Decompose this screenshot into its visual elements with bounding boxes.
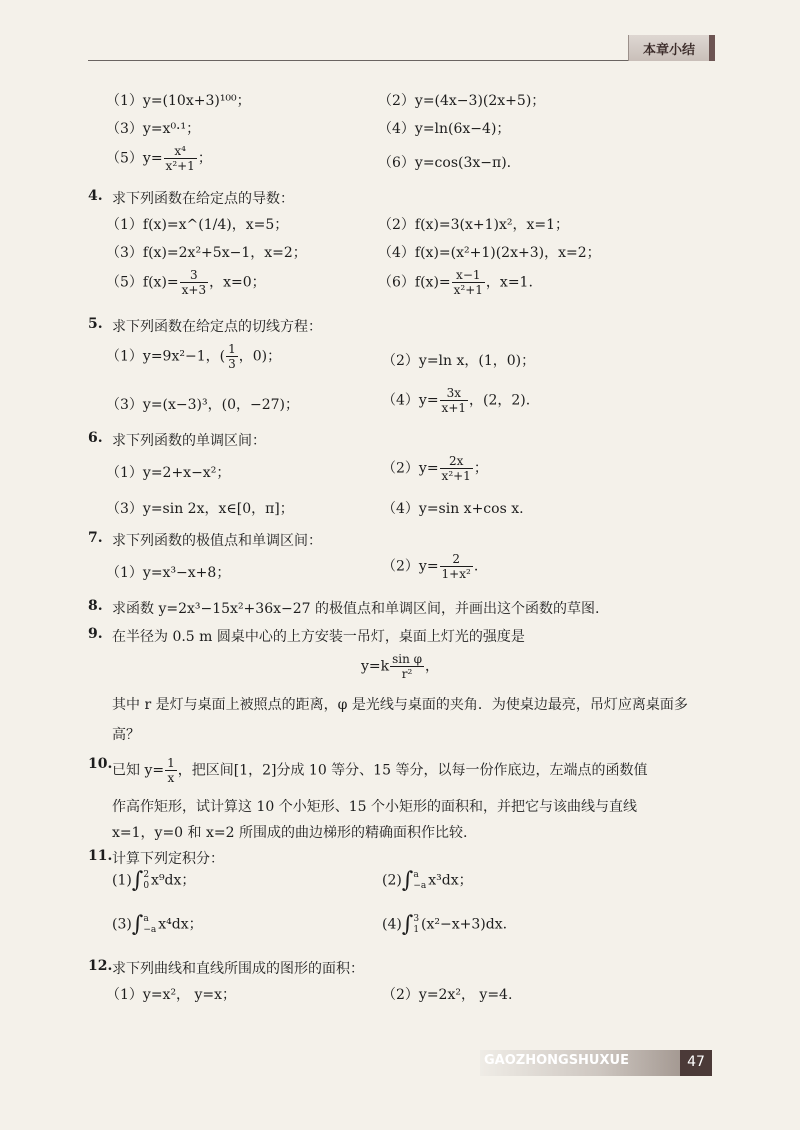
q11-item-4-lower: 1 xyxy=(413,924,420,935)
q9-paragraph: 其中 r 是灯与桌面上被照点的距离，φ 是光线与桌面的夹角．为使桌边最亮，吊灯应离桌面多高？ xyxy=(112,697,688,743)
q5-item-4 xyxy=(382,386,530,415)
q6-item-2-denominator: x²+1 xyxy=(441,469,471,483)
q3-item-6: （6）y=cos(3x−π). xyxy=(378,155,512,171)
q8-number: 8. xyxy=(88,598,103,614)
q11-item-1-lower: 0 xyxy=(143,880,150,891)
q6-item-2-post: ； xyxy=(473,460,488,477)
q11-item-4-label: (4) xyxy=(382,916,402,933)
q6-text: 求下列函数的单调区间： xyxy=(112,433,266,449)
q4-text: 求下列函数在给定点的导数： xyxy=(112,191,294,207)
q7-item-2-numerator: 2 xyxy=(440,552,473,567)
header-rule xyxy=(88,60,708,61)
q9-formula-numerator: sin φ xyxy=(392,652,423,666)
q11-item-4-body: (x²−x+3)dx. xyxy=(421,916,508,933)
q5-item-3: （3）y=(x−3)³，(0，−27)； xyxy=(106,397,299,413)
q11-item-3-upper: a xyxy=(143,913,149,924)
q4-item-1: （1）f(x)=x^(1/4)，x=5； xyxy=(106,217,289,233)
integral-sign-icon: ∫ xyxy=(131,912,144,937)
q5-item-4-fraction xyxy=(440,386,468,415)
q9-formula-fraction xyxy=(390,652,424,681)
q10-number: 10. xyxy=(88,756,113,772)
q11-item-1 xyxy=(112,868,195,893)
q11-item-3 xyxy=(112,912,203,937)
q3-item-5-denominator: x²+1 xyxy=(165,159,195,173)
q11-item-2-body: x³dx； xyxy=(428,872,473,889)
q7-number: 7. xyxy=(88,530,103,546)
q4-item-6 xyxy=(378,268,533,297)
q11-item-1-upper: 2 xyxy=(143,869,150,880)
q7-item-1: （1）y=x³−x+8； xyxy=(106,565,231,581)
q11-item-1-label: (1) xyxy=(112,872,132,889)
q5-item-1-denominator: 3 xyxy=(228,357,236,371)
q4-item-6-denominator: x²+1 xyxy=(453,283,483,297)
q11-item-3-limits xyxy=(143,914,156,936)
q3-item-5-pre: （5）y= xyxy=(106,150,163,167)
q3-item-1: （1）y=(10x+3)¹⁰⁰； xyxy=(106,93,251,109)
q6-item-2-numerator: 2x xyxy=(440,454,473,469)
integral-sign-icon: ∫ xyxy=(401,912,414,937)
q9-formula-post: ， xyxy=(425,658,440,675)
q7-item-2-fraction xyxy=(440,552,473,581)
q12-item-2: （2）y=2x²， y=4. xyxy=(382,987,513,1003)
q5-number: 5. xyxy=(88,316,103,332)
q4-item-5-pre: （5）f(x)= xyxy=(106,274,179,291)
q5-item-4-pre: （4）y= xyxy=(382,392,439,409)
q7-item-2-pre: （2）y= xyxy=(382,558,439,575)
q11-item-3-lower: −a xyxy=(143,924,157,935)
q11-text: 计算下列定积分： xyxy=(112,851,224,867)
q5-item-1-fraction xyxy=(226,342,238,371)
chapter-summary-tab xyxy=(628,35,709,61)
q11-item-4 xyxy=(382,912,507,937)
q11-item-2-label: (2) xyxy=(382,872,402,889)
q10-post: ，把区间[1，2]分成 10 等分、15 等分，以每一份作底边，左端点的函数值 xyxy=(177,762,648,779)
q5-item-4-numerator: 3x xyxy=(440,386,468,401)
q9-formula xyxy=(0,652,800,681)
q4-item-6-fraction xyxy=(452,268,485,297)
q11-item-1-body: x⁹dx； xyxy=(151,872,196,889)
q5-item-1 xyxy=(106,342,281,371)
q6-item-3: （3）y=sin 2x，x∈[0，π]； xyxy=(106,501,294,517)
q3-item-5 xyxy=(106,144,212,173)
page-number-box xyxy=(680,1050,712,1076)
footer-band-text: GAOZHONGSHUXUE xyxy=(484,1053,629,1068)
q11-item-2-limits xyxy=(413,870,426,892)
q4-item-6-numerator: x−1 xyxy=(452,268,485,283)
q9-text: 在半径为 0.5 m 圆桌中心的上方安装一吊灯，桌面上灯光的强度是 xyxy=(112,629,525,645)
q8-text: 求函数 y=2x³−15x²+36x−27 的极值点和单调区间，并画出这个函数的草图. xyxy=(112,601,600,617)
q4-item-6-pre: （6）f(x)= xyxy=(378,274,451,291)
q5-item-1-numerator: 1 xyxy=(228,342,236,356)
q12-number: 12. xyxy=(88,958,113,974)
q11-item-2 xyxy=(382,868,473,893)
q4-item-5-post: ，x=0； xyxy=(209,274,266,291)
q11-item-4-upper: 3 xyxy=(413,913,420,924)
q11-item-4-limits xyxy=(413,914,419,936)
q11-number: 11. xyxy=(88,848,113,864)
q9-number: 9. xyxy=(88,626,103,642)
q4-item-3: （3）f(x)=2x²+5x−1，x=2； xyxy=(106,245,307,261)
integral-sign-icon: ∫ xyxy=(401,868,414,893)
q5-item-2: （2）y=ln x，(1，0)； xyxy=(382,353,536,369)
q6-item-2-fraction xyxy=(440,454,473,483)
q10-text-3: x=1，y=0 和 x=2 所围成的曲边梯形的精确面积作比较. xyxy=(112,825,468,841)
q4-number: 4. xyxy=(88,188,103,204)
q11-item-3-body: x⁴dx； xyxy=(158,916,203,933)
q4-item-5-numerator: 3 xyxy=(180,268,208,283)
q6-item-2-pre: （2）y= xyxy=(382,460,439,477)
q11-item-3-label: (3) xyxy=(112,916,132,933)
q6-item-4: （4）y=sin x+cos x. xyxy=(382,501,524,517)
integral-sign-icon: ∫ xyxy=(131,868,144,893)
q4-item-2: （2）f(x)=3(x+1)x²，x=1； xyxy=(378,217,570,233)
q3-item-5-numerator: x⁴ xyxy=(164,144,197,159)
q6-number: 6. xyxy=(88,430,103,446)
q7-item-2-post: . xyxy=(473,558,479,575)
q10-text-1 xyxy=(112,756,647,785)
q3-item-4: （4）y=ln(6x−4)； xyxy=(378,121,511,137)
q12-text: 求下列曲线和直线所围成的图形的面积： xyxy=(112,961,364,977)
q11-item-1-limits xyxy=(143,870,149,892)
q5-item-4-post: ，(2，2). xyxy=(469,392,531,409)
q5-text: 求下列函数在给定点的切线方程： xyxy=(112,319,322,335)
q12-item-1: （1）y=x²， y=x； xyxy=(106,987,237,1003)
q6-item-1: （1）y=2+x−x²； xyxy=(106,465,231,481)
q5-item-1-pre: （1）y=9x²−1，( xyxy=(106,348,226,365)
q10-denominator: x xyxy=(167,771,175,785)
q9-formula-denominator: r² xyxy=(401,667,413,681)
page-number: 47 xyxy=(687,1054,705,1070)
q3-item-2: （2）y=(4x−3)(2x+5)； xyxy=(378,93,546,109)
q11-item-2-lower: −a xyxy=(413,880,427,891)
q9-formula-pre: y=k xyxy=(360,658,390,675)
q4-item-5-denominator: x+3 xyxy=(181,283,207,297)
q5-item-4-denominator: x+1 xyxy=(441,401,467,415)
q4-item-6-post: ，x=1. xyxy=(485,274,533,291)
header-tab-mark xyxy=(709,35,715,61)
chapter-summary-label: 本章小结 xyxy=(642,43,695,58)
q7-item-2-denominator: 1+x² xyxy=(441,567,471,581)
q10-fraction xyxy=(165,756,177,785)
q7-item-2 xyxy=(382,552,478,581)
q3-item-5-post: ； xyxy=(197,150,212,167)
q6-item-2 xyxy=(382,454,488,483)
q5-item-1-post: ，0)； xyxy=(238,348,282,365)
q11-item-2-upper: a xyxy=(413,869,419,880)
q4-item-5-fraction xyxy=(180,268,208,297)
q7-text: 求下列函数的极值点和单调区间： xyxy=(112,533,322,549)
q3-item-5-fraction xyxy=(164,144,197,173)
q4-item-4: （4）f(x)=(x²+1)(2x+3)，x=2； xyxy=(378,245,601,261)
q10-text-2: 作高作矩形，试计算这 10 个小矩形、15 个小矩形的面积和，并把它与该曲线与直线 xyxy=(112,799,637,815)
q10-pre: 已知 y= xyxy=(112,762,165,779)
q4-item-5 xyxy=(106,268,266,297)
q3-item-3: （3）y=x⁰·¹； xyxy=(106,121,201,137)
q10-numerator: 1 xyxy=(167,756,175,770)
